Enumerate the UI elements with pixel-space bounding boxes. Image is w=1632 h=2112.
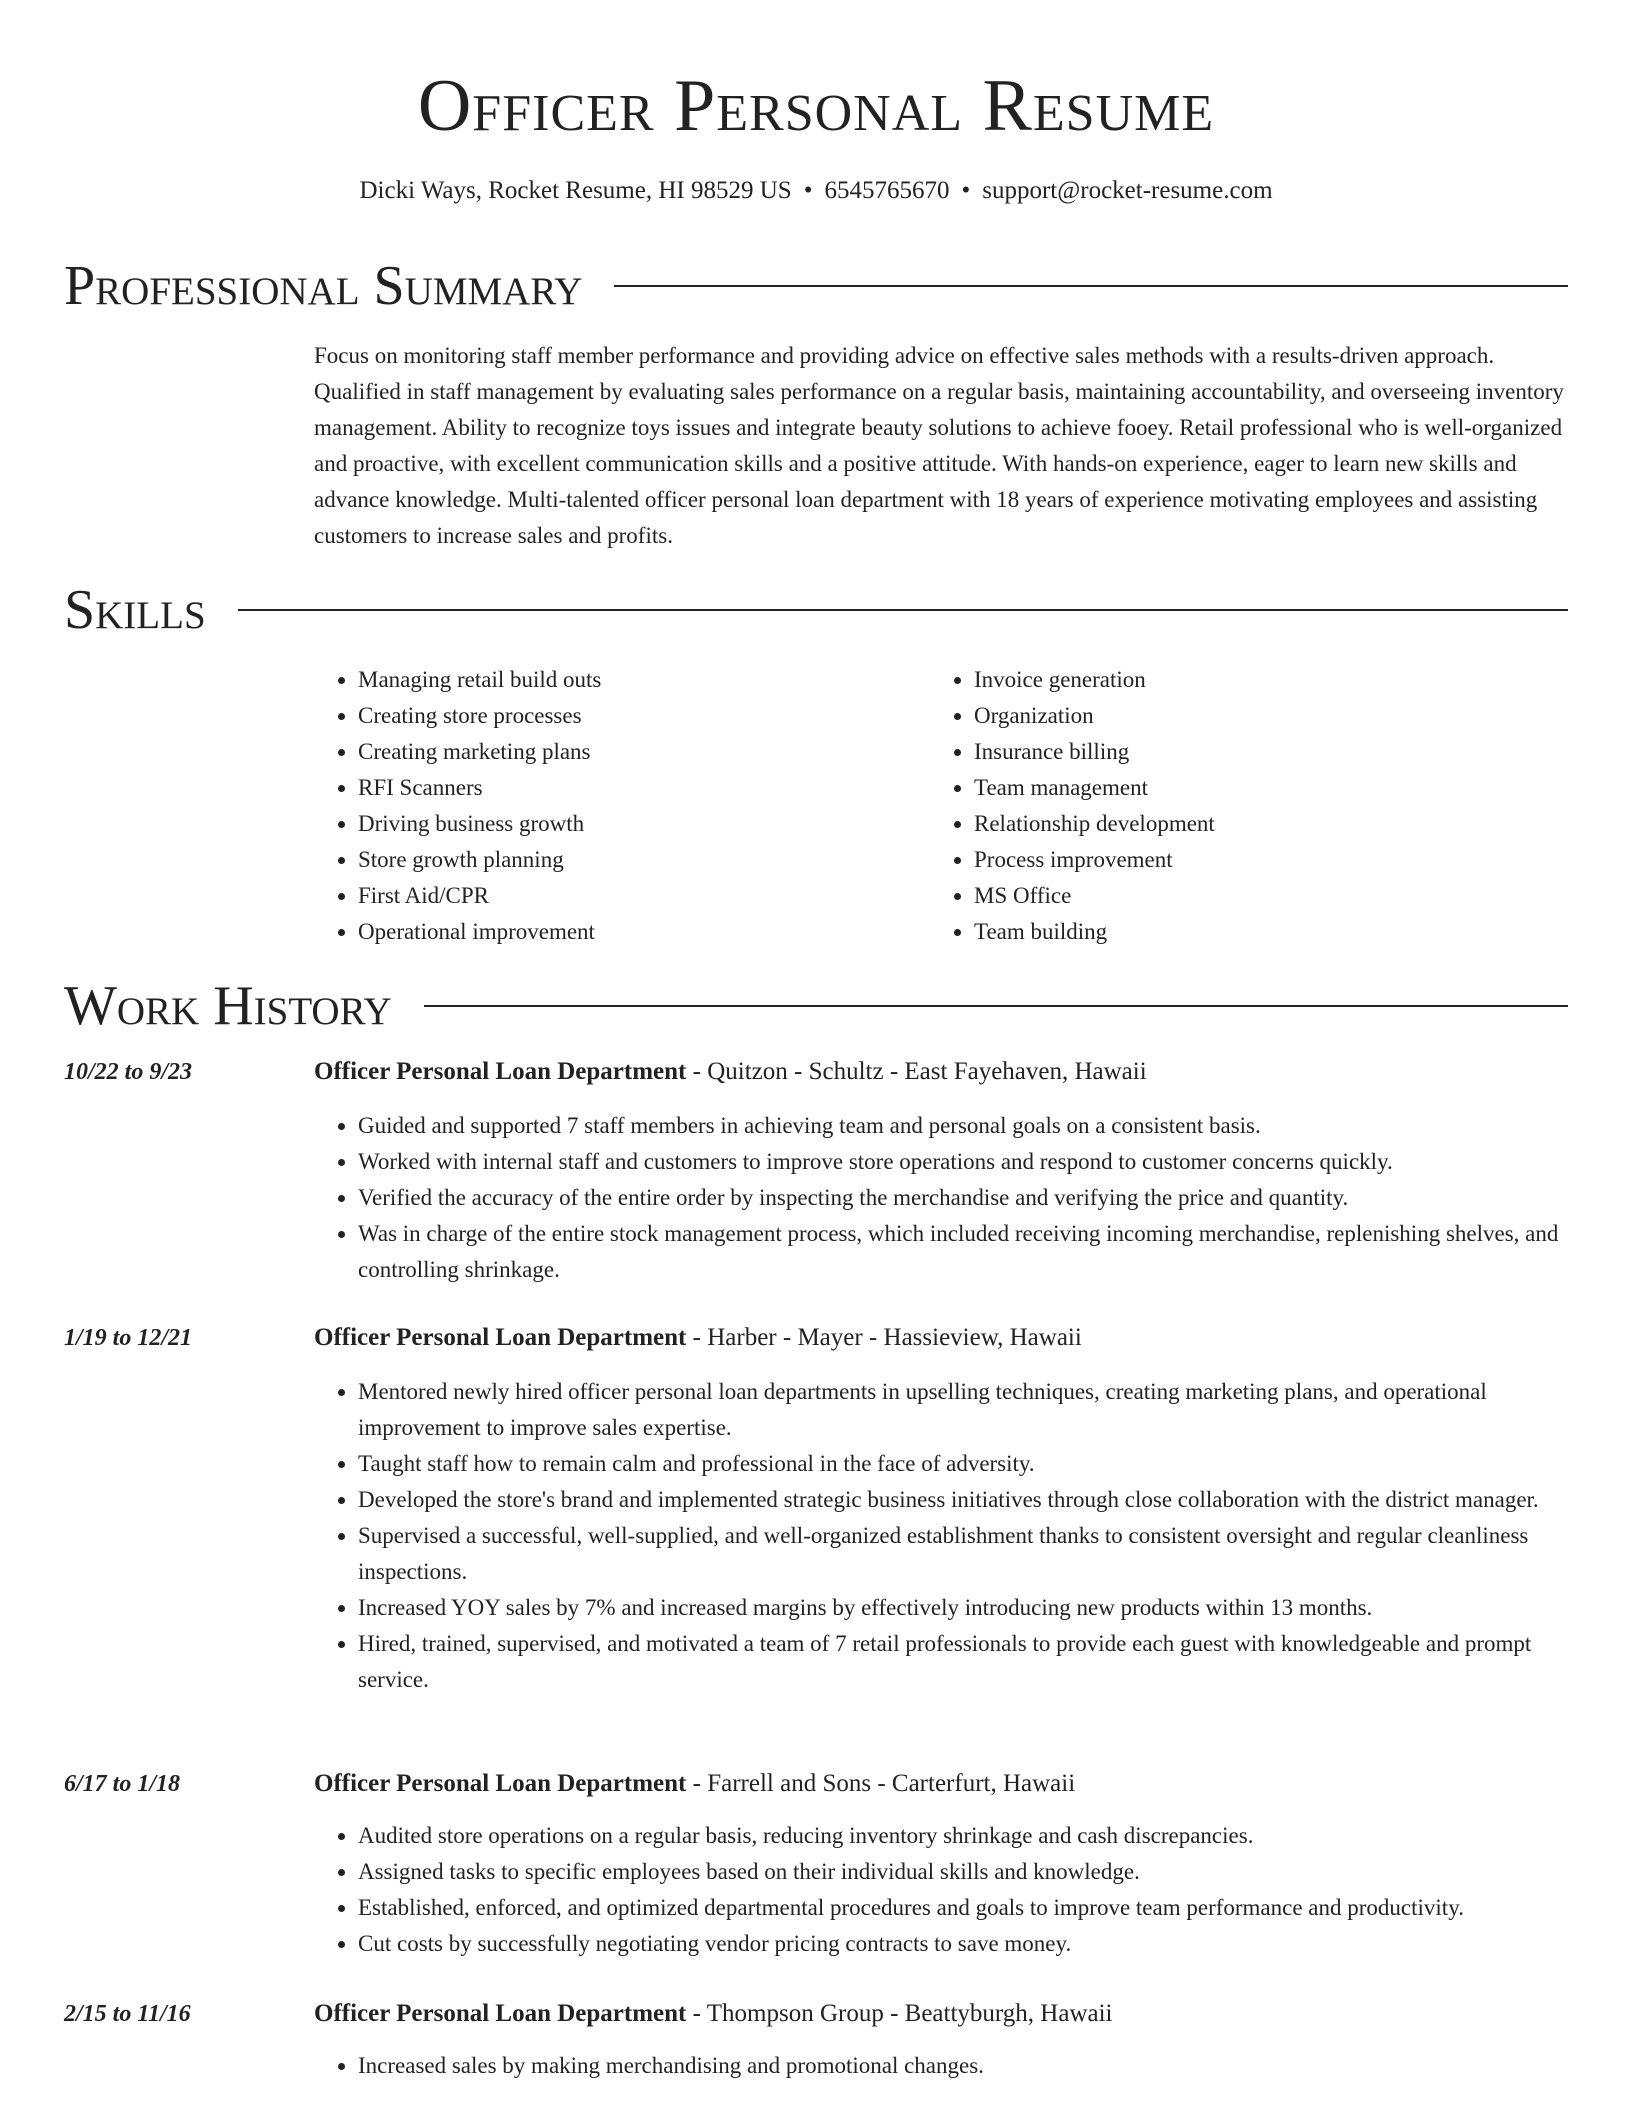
skill-item: • Insurance billing [974,734,1574,770]
skill-item: • First Aid/CPR [358,878,918,914]
skill-item: • Creating marketing plans [358,734,918,770]
job-company: - Thompson Group - Beattyburgh, Hawaii [686,2000,1113,2027]
job-role: Officer Personal Loan Department [314,1324,687,1351]
job-dates: 10/22 to 9/23 [64,1059,193,1085]
job-bullet: • Guided and supported 7 staff members in achieving team and personal goals on a consistent basis. [358,1108,1576,1144]
job-bullet: • Established, enforced, and optimized departmental procedures and goals to improve team performance and productivity. [358,1890,1576,1926]
skills-section-header [64,578,1568,642]
skills-heading: Skills [64,579,206,641]
job-header [314,1766,1075,1802]
job-dates: 6/17 to 1/18 [64,1771,181,1797]
work-heading: Work History [64,975,392,1037]
skill-item: • Process improvement [974,842,1574,878]
job-bullet: • Audited store operations on a regular basis, reducing inventory shrinkage and cash discrepancies. [358,1818,1576,1854]
contact-line [0,174,1632,208]
skill-item: • Driving business growth [358,806,918,842]
job-bullet: • Worked with internal staff and customers to improve store operations and respond to customer concerns quickly. [358,1144,1576,1180]
job-dates: 1/19 to 12/21 [64,1325,193,1351]
job-role: Officer Personal Loan Department [314,1058,687,1085]
job-bullets [314,1374,1576,1698]
job-bullets [314,1108,1576,1288]
job-company: - Farrell and Sons - Carterfurt, Hawaii [686,1770,1076,1797]
job-bullet: • Was in charge of the entire stock management process, which included receiving incoming merchandise, replenishing shelves, and controlling shrinkage. [358,1216,1576,1288]
job-header [314,1320,1082,1356]
skills-list-left [314,662,918,950]
skill-item: • Creating store processes [358,698,918,734]
job-dates: 2/15 to 11/16 [64,2001,191,2027]
summary-text: Focus on monitoring staff member performance and providing advice on effective sales methods with a results-driven approach. Qualified in staff management by evaluating sales performance on a regular basis, maintaining accountability, and overseeing inventory management. Ability to recognize toys issues and integrate beauty solutions to achieve fooey. Retail professional who is well-organized and proactive, with excellent communication skills and a positive attitude. With hands-on experience, eager to learn new skills and advance knowledge. Multi-talented officer personal loan department with 18 years of experience motivating employees and assisting customers to increase sales and profits. [314,343,1564,548]
contact-email: support@rocket-resume.com [982,177,1273,204]
skill-item: • MS Office [974,878,1574,914]
job-header [314,1054,1147,1090]
job-role: Officer Personal Loan Department [314,1770,687,1797]
skills-list-right [930,662,1574,950]
contact-separator: • [961,177,971,204]
skill-item: • Invoice generation [974,662,1574,698]
section-divider [238,609,1568,611]
contact-address: Dicki Ways, Rocket Resume, HI 98529 US [359,177,792,204]
summary-heading: Professional Summary [64,255,583,317]
job-header [314,1996,1113,2032]
contact-phone: 6545765670 [824,177,950,204]
job-bullets [314,1818,1576,1962]
skill-item: • Store growth planning [358,842,918,878]
skill-item: • Managing retail build outs [358,662,918,698]
job-bullet: • Developed the store's brand and implemented strategic business initiatives through close collaboration with the district manager. [358,1482,1576,1518]
job-company: - Harber - Mayer - Hassieview, Hawaii [686,1324,1082,1351]
job-bullet: • Supervised a successful, well-supplied, and well-organized establishment thanks to consistent oversight and regular cleanliness inspections. [358,1518,1576,1590]
resume-title: Officer Personal Resume [417,65,1215,147]
job-bullet: • Taught staff how to remain calm and professional in the face of adversity. [358,1446,1576,1482]
job-company: - Quitzon - Schultz - East Fayehaven, Hawaii [686,1058,1147,1085]
job-role: Officer Personal Loan Department [314,2000,687,2027]
job-bullet: • Mentored newly hired officer personal loan departments in upselling techniques, creating marketing plans, and operational improvement to improve sales expertise. [358,1374,1576,1446]
skill-item: • Organization [974,698,1574,734]
job-bullet: • Hired, trained, supervised, and motivated a team of 7 retail professionals to provide each guest with knowledgeable and prompt service. [358,1626,1576,1698]
job-bullets [314,2048,1576,2084]
section-divider [614,285,1568,287]
job-bullet: • Increased YOY sales by 7% and increased margins by effectively introducing new products within 13 months. [358,1590,1576,1626]
contact-separator: • [803,177,813,204]
job-bullet: • Increased sales by making merchandising and promotional changes. [358,2048,1576,2084]
work-section-header [64,974,1568,1038]
skill-item: • RFI Scanners [358,770,918,806]
skill-item: • Team building [974,914,1574,950]
job-bullet: • Assigned tasks to specific employees based on their individual skills and knowledge. [358,1854,1576,1890]
summary-section-header [64,254,1568,318]
section-divider [424,1005,1568,1007]
skill-item: • Team management [974,770,1574,806]
job-bullet: • Cut costs by successfully negotiating vendor pricing contracts to save money. [358,1926,1576,1962]
skill-item: • Operational improvement [358,914,918,950]
skill-item: • Relationship development [974,806,1574,842]
job-bullet: • Verified the accuracy of the entire order by inspecting the merchandise and verifying the price and quantity. [358,1180,1576,1216]
